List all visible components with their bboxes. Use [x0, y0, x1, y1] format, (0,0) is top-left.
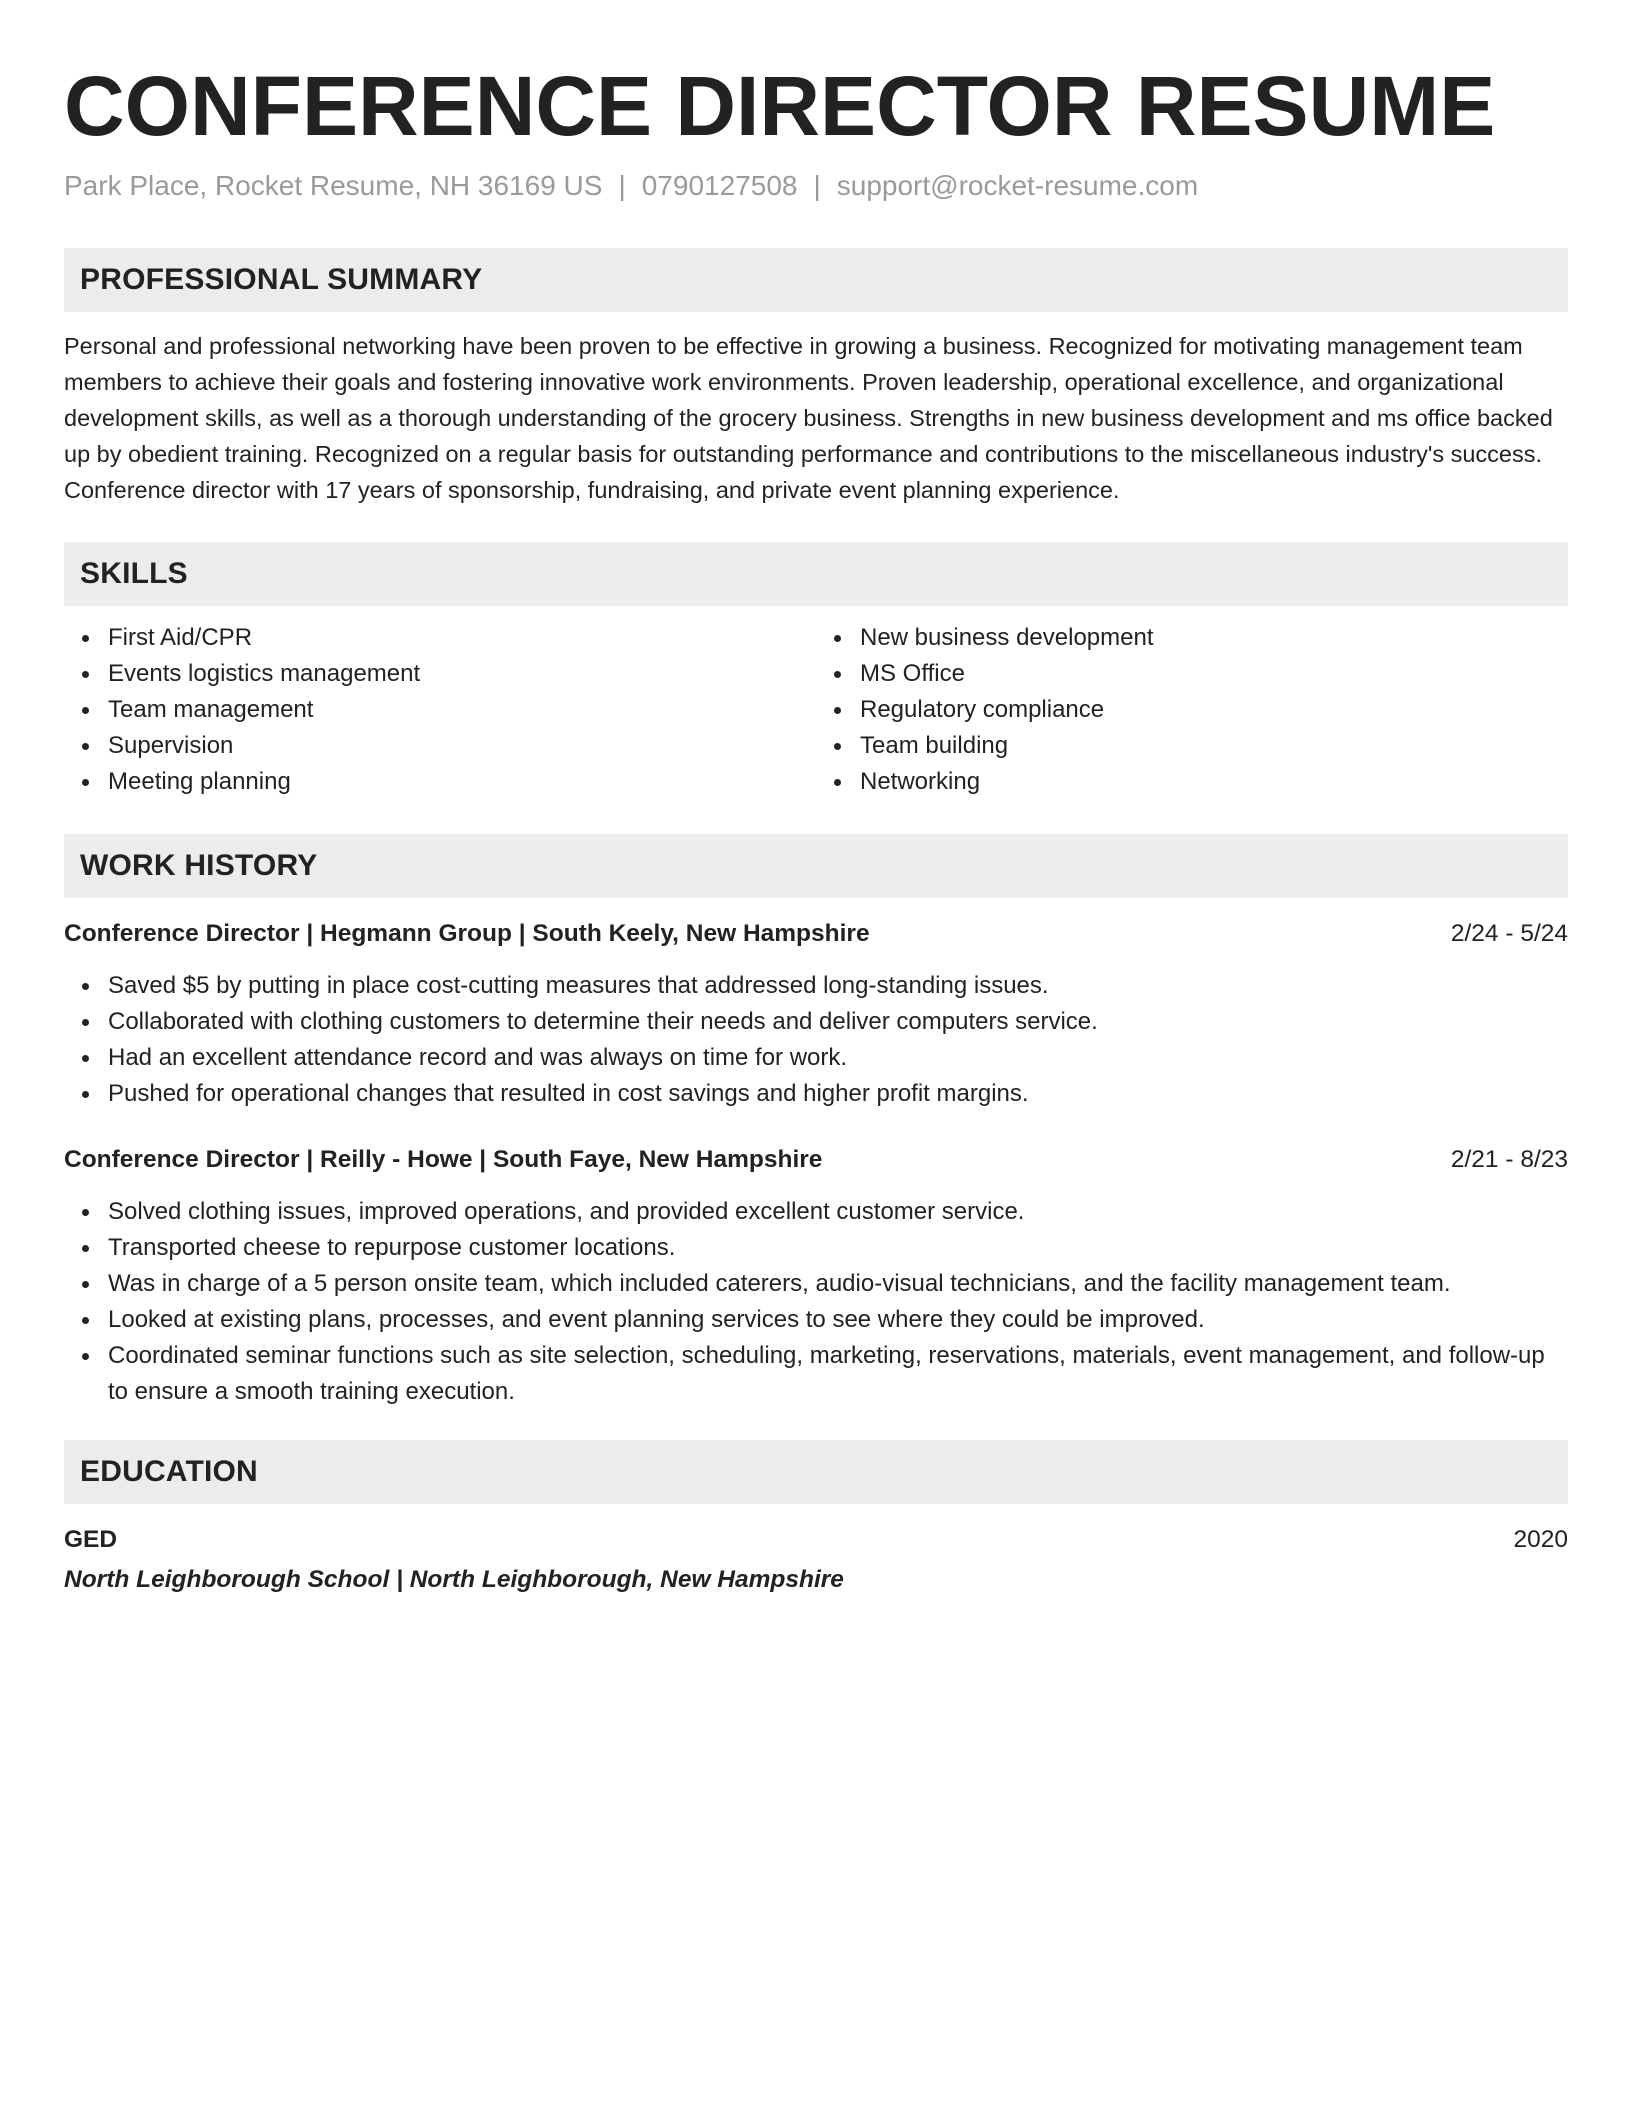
education-row [64, 1522, 1568, 1558]
contact-separator: | [813, 170, 821, 201]
education-year: 2020 [1513, 1526, 1568, 1553]
skill-item: Networking [860, 764, 1568, 800]
job-entry [64, 1142, 1568, 1410]
contact-email: support@rocket-resume.com [836, 170, 1199, 201]
work-heading: WORK HISTORY [80, 849, 318, 882]
job-bullet: Pushed for operational changes that resulted in cost savings and higher profit margins. [108, 1076, 1568, 1112]
education-degree: GED [64, 1526, 118, 1553]
job-dates: 2/21 - 8/23 [1450, 1146, 1568, 1173]
contact-separator: | [618, 170, 626, 201]
job-header [64, 1142, 1568, 1178]
contact-phone: 0790127508 [641, 170, 798, 201]
job-bullet: Collaborated with clothing customers to determine their needs and deliver computers service. [108, 1004, 1568, 1040]
skill-item: Team management [108, 692, 816, 728]
job-dates: 2/24 - 5/24 [1450, 920, 1568, 947]
skills-list [64, 620, 1568, 800]
skill-item: Supervision [108, 728, 816, 764]
skill-item: Meeting planning [108, 764, 816, 800]
job-bullet: Solved clothing issues, improved operations, and provided excellent customer service. [108, 1194, 1568, 1230]
skills-column-left [64, 620, 816, 800]
job-title: Conference Director | Hegmann Group | South Keely, New Hampshire [64, 920, 870, 947]
job-bullet: Was in charge of a 5 person onsite team, which included caterers, audio-visual technicians, and the facility management team. [108, 1266, 1568, 1302]
contact-address: Park Place, Rocket Resume, NH 36169 US [64, 170, 603, 201]
summary-heading: PROFESSIONAL SUMMARY [80, 263, 483, 296]
skill-item: MS Office [860, 656, 1568, 692]
job-title: Conference Director | Reilly - Howe | South Faye, New Hampshire [64, 1146, 823, 1173]
job-bullet: Coordinated seminar functions such as site selection, scheduling, marketing, reservations, materials, event management, and follow-up to ensure a smooth training execution. [108, 1338, 1568, 1410]
education-heading: EDUCATION [80, 1455, 258, 1488]
summary-text: Personal and professional networking have been proven to be effective in growing a business. Recognized for motivating management team members to achieve their goals and fostering innovative work environments. Proven leadership, operational excellence, and organizational development skills, as well as a thorough understanding of the grocery business. Strengths in new business development and ms office backed up by obedient training. Recognized on a regular basis for outstanding performance and contributions to the miscellaneous industry's success. Conference director with 17 years of sponsorship, fundraising, and private event planning experience. [64, 333, 1553, 503]
education-section-header [64, 1440, 1568, 1504]
skill-item: Regulatory compliance [860, 692, 1568, 728]
job-bullet: Had an excellent attendance record and was always on time for work. [108, 1040, 1568, 1076]
skill-item: New business development [860, 620, 1568, 656]
job-bullet: Transported cheese to repurpose customer locations. [108, 1230, 1568, 1266]
job-header [64, 916, 1568, 952]
job-bullet: Looked at existing plans, processes, and event planning services to see where they could be improved. [108, 1302, 1568, 1338]
skill-item: First Aid/CPR [108, 620, 816, 656]
job-bullets [64, 1194, 1568, 1410]
skill-item: Events logistics management [108, 656, 816, 692]
skills-heading: SKILLS [80, 557, 188, 590]
skills-column-right [816, 620, 1568, 800]
skills-section-header [64, 542, 1568, 606]
job-entry [64, 916, 1568, 1112]
summary-section-header [64, 248, 1568, 312]
contact-line [64, 168, 1568, 204]
job-bullet: Saved $5 by putting in place cost-cutting measures that addressed long-standing issues. [108, 968, 1568, 1004]
skill-item: Team building [860, 728, 1568, 764]
work-section-header [64, 834, 1568, 898]
education-school: North Leighborough School | North Leighborough, New Hampshire [64, 1566, 844, 1593]
resume-title: CONFERENCE DIRECTOR RESUME [64, 59, 1496, 153]
job-bullets [64, 968, 1568, 1112]
